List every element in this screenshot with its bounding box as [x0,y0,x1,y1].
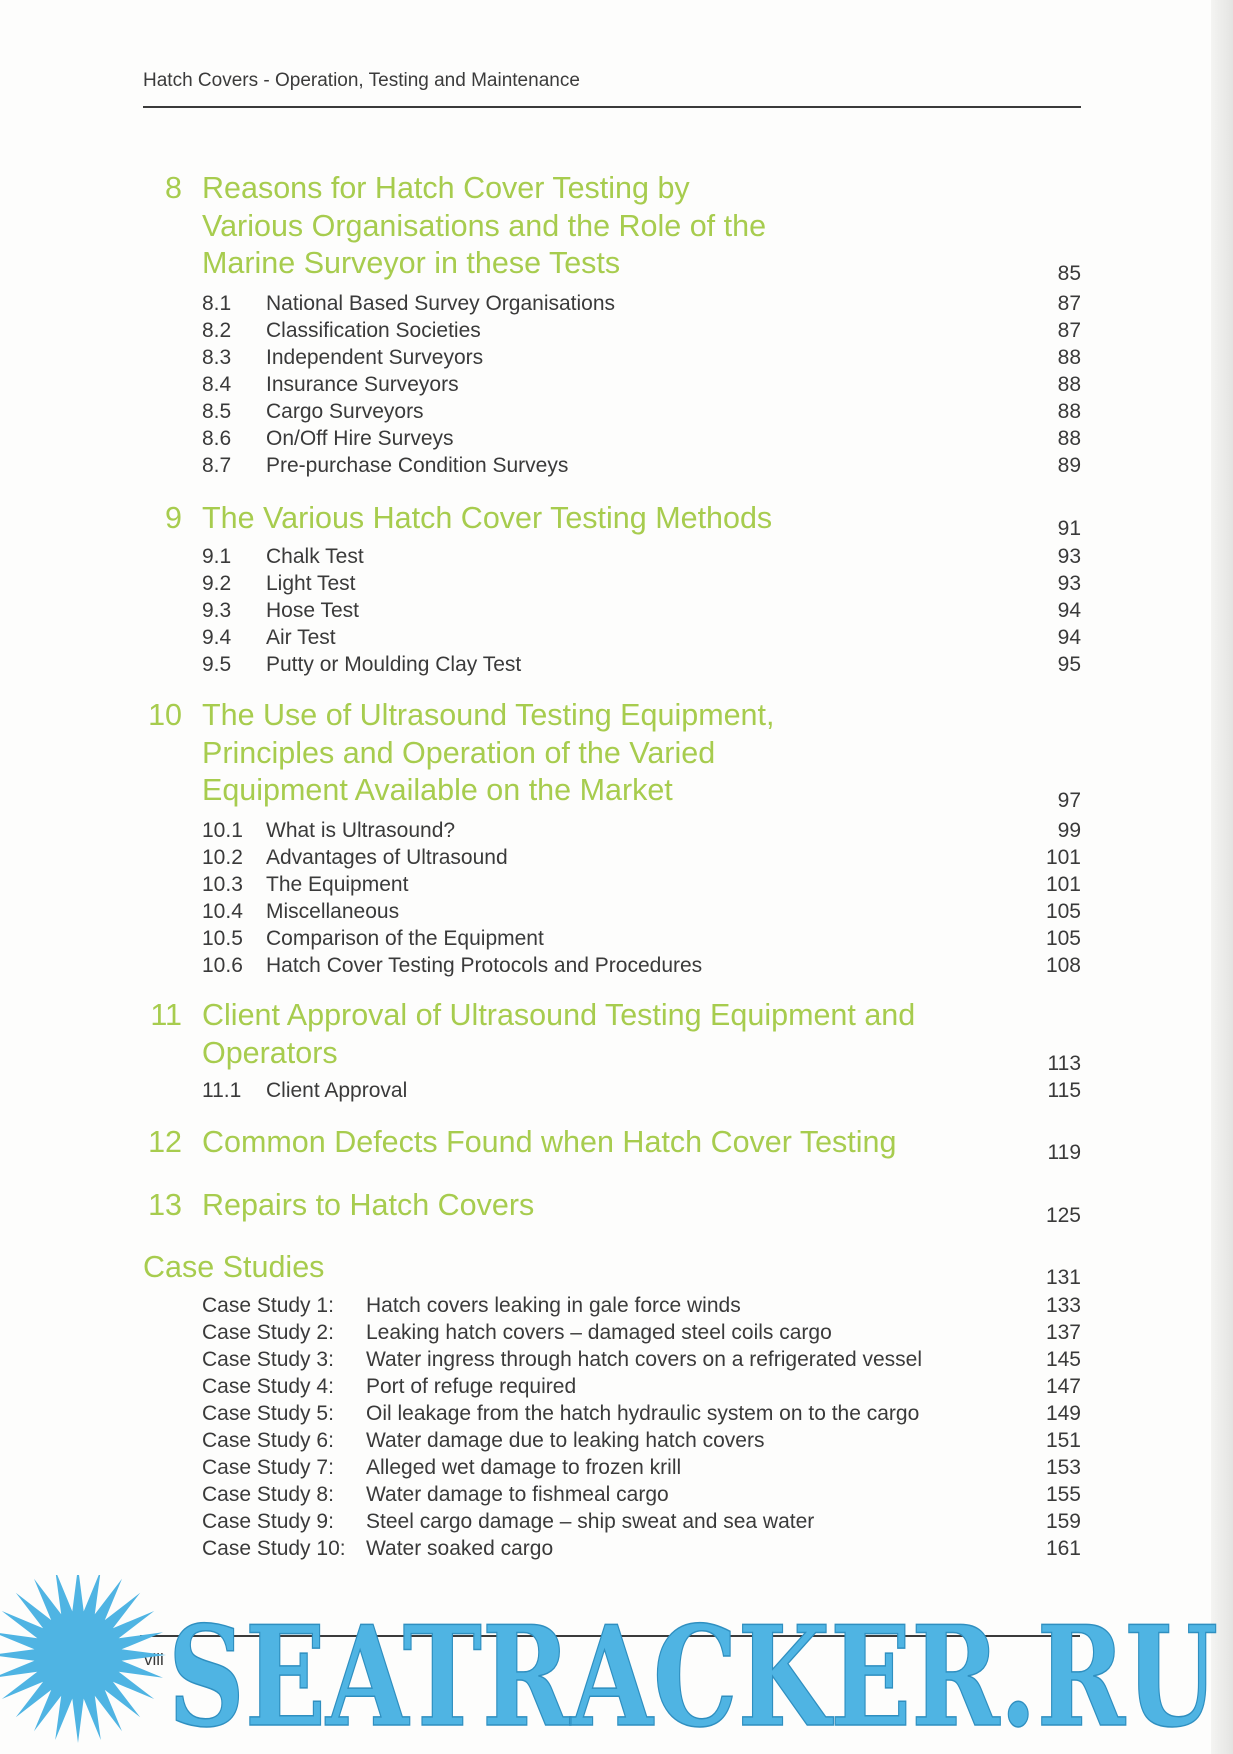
case-study-title: Water soaked cargo [366,1537,554,1560]
case-study-title: Hatch covers leaking in gale force winds [366,1294,741,1317]
section-page: 99 [1057,819,1081,842]
case-study-row[interactable] [0,1508,1233,1535]
section-title: Cargo Surveyors [266,400,424,423]
running-header: Hatch Covers - Operation, Testing and Maintenance [143,70,580,91]
sun-logo-icon [0,1575,166,1743]
section-title: Advantages of Ultrasound [266,846,508,869]
case-study-page: 161 [1045,1537,1081,1560]
header-rule [143,106,1081,108]
toc-section-row[interactable] [0,452,1233,479]
section-number: 8.1 [202,292,232,315]
section-number: 11.1 [202,1079,242,1102]
chapter-page: 125 [1045,1204,1081,1227]
section-title: Miscellaneous [266,900,400,923]
case-study-title: Steel cargo damage – ship sweat and sea water [366,1510,815,1533]
section-title: Hatch Cover Testing Protocols and Procedures [266,954,703,977]
toc-section-row[interactable] [0,952,1233,979]
section-page: 94 [1057,599,1081,622]
section-title: The Equipment [266,873,409,896]
section-page: 88 [1057,400,1081,423]
chapter-heading[interactable] [0,1187,1233,1225]
toc-section-row[interactable] [0,925,1233,952]
case-study-row[interactable] [0,1373,1233,1400]
case-study-label: Case Study 9: [202,1510,334,1533]
case-studies-heading[interactable] [0,1249,1233,1287]
case-study-title: Water damage to fishmeal cargo [366,1483,669,1506]
toc-section-row[interactable] [0,624,1233,651]
chapter-title-line: Various Organisations and the Role of the [202,208,767,243]
chapter-title-line: Equipment Available on the Market [202,773,673,807]
chapter-page: 119 [1047,1141,1081,1164]
section-number: 10.6 [202,954,243,977]
case-study-page: 133 [1045,1294,1081,1317]
chapter-number: 11 [150,998,182,1032]
case-study-row[interactable] [0,1292,1233,1319]
section-page: 105 [1045,900,1081,923]
section-number: 8.3 [202,346,232,369]
chapter-title-line: Common Defects Found when Hatch Cover Testing [202,1125,897,1159]
section-page: 95 [1057,653,1081,676]
section-number: 9.4 [202,626,232,649]
section-page: 115 [1047,1079,1081,1102]
case-study-page: 147 [1045,1375,1081,1398]
section-page: 88 [1057,427,1081,450]
section-page: 87 [1057,292,1081,315]
toc-section-row[interactable] [0,817,1233,844]
section-page: 87 [1057,319,1081,342]
case-study-row[interactable] [0,1319,1233,1346]
section-page: 89 [1057,454,1081,477]
case-study-label: Case Study 5: [202,1402,334,1425]
section-title: Air Test [266,626,336,649]
chapter-title-line: Reasons for Hatch Cover Testing by [202,171,690,205]
section-number: 10.4 [202,900,243,923]
toc-section-row[interactable] [0,871,1233,898]
section-number: 8.5 [202,400,232,423]
case-study-title: Oil leakage from the hatch hydraulic system on to the cargo [366,1402,920,1425]
section-number: 8.2 [202,319,232,342]
section-number: 9.3 [202,599,232,622]
chapter-page: 85 [1057,262,1081,285]
toc-section-row[interactable] [0,543,1233,570]
section-page: 108 [1045,954,1081,977]
section-title: Putty or Moulding Clay Test [266,653,522,676]
section-title: Independent Surveyors [266,346,484,369]
case-study-label: Case Study 7: [202,1456,334,1479]
toc-section-row[interactable] [0,317,1233,344]
section-title: On/Off Hire Surveys [266,427,454,450]
case-study-label: Case Study 3: [202,1348,334,1371]
chapter-title-line: The Various Hatch Cover Testing Methods [202,501,773,535]
chapter-title-line: Client Approval of Ultrasound Testing Equipment and [202,998,916,1032]
case-study-page: 149 [1045,1402,1081,1425]
case-study-label: Case Study 6: [202,1429,334,1452]
section-page: 88 [1057,346,1081,369]
toc-section-row[interactable] [0,597,1233,624]
watermark [0,1575,1233,1754]
case-study-page: 137 [1045,1321,1081,1344]
toc-section-row[interactable] [0,398,1233,425]
section-number: 10.2 [202,846,243,869]
chapter-heading[interactable] [0,997,1233,1075]
case-study-page: 145 [1045,1348,1081,1371]
section-title: Comparison of the Equipment [266,927,544,950]
section-page: 88 [1057,373,1081,396]
case-study-row[interactable] [0,1535,1233,1562]
chapter-heading[interactable] [0,1124,1233,1162]
case-study-row[interactable] [0,1481,1233,1508]
case-study-title: Water damage due to leaking hatch covers [366,1429,765,1452]
case-study-title: Water ingress through hatch covers on a refrigerated vessel [366,1348,922,1371]
chapter-heading[interactable] [0,170,1233,283]
case-study-row[interactable] [0,1346,1233,1373]
section-page: 93 [1057,572,1081,595]
case-study-page: 153 [1045,1456,1081,1479]
chapter-title-line: Operators [202,1035,338,1070]
section-number: 9.1 [202,545,232,568]
toc-section-row[interactable] [0,570,1233,597]
case-study-label: Case Study 2: [202,1321,334,1344]
section-title: Client Approval [266,1079,408,1102]
toc-section-row[interactable] [0,344,1233,371]
section-title: National Based Survey Organisations [266,292,616,315]
section-title: Chalk Test [266,545,364,568]
chapter-number: 10 [148,698,182,732]
toc-section-row[interactable] [0,1077,1233,1104]
chapter-page: 97 [1057,789,1081,812]
case-study-label: Case Study 8: [202,1483,334,1506]
section-title: Pre-purchase Condition Surveys [266,454,569,477]
case-study-page: 155 [1045,1483,1081,1506]
chapter-title-line: Repairs to Hatch Covers [202,1188,535,1222]
section-number: 9.5 [202,653,232,676]
case-study-label: Case Study 10: [202,1537,346,1560]
case-study-page: 151 [1045,1429,1081,1452]
section-title: Insurance Surveyors [266,373,459,396]
case-study-row[interactable] [0,1400,1233,1427]
chapter-page: 113 [1047,1051,1081,1075]
section-page: 101 [1045,846,1081,869]
chapter-page: 91 [1057,517,1081,540]
case-study-title: Leaking hatch covers – damaged steel coils cargo [366,1321,832,1344]
case-study-label: Case Study 1: [202,1294,334,1317]
chapter-number: 8 [165,171,182,205]
section-number: 10.3 [202,873,243,896]
case-study-row[interactable] [0,1427,1233,1454]
chapter-title-line: Principles and Operation of the Varied [202,735,716,770]
section-page: 93 [1057,545,1081,568]
chapter-title-line: Marine Surveyor in these Tests [202,246,621,280]
chapter-number: 9 [165,501,182,535]
case-study-row[interactable] [0,1454,1233,1481]
case-study-label: Case Study 4: [202,1375,334,1398]
section-number: 10.1 [202,819,243,842]
toc-section-row[interactable] [0,371,1233,398]
toc-section-row[interactable] [0,898,1233,925]
section-page: 94 [1057,626,1081,649]
chapter-number: 13 [148,1188,182,1222]
case-studies-page: 131 [1045,1266,1081,1289]
chapter-heading[interactable] [0,500,1233,538]
chapter-title-line: The Use of Ultrasound Testing Equipment, [202,698,775,732]
case-study-title: Port of refuge required [366,1375,577,1398]
page-number: viii [144,1650,164,1669]
chapter-heading[interactable] [0,697,1233,810]
toc-section-row[interactable] [0,651,1233,678]
section-title: What is Ultrasound? [266,819,456,842]
section-number: 9.2 [202,572,232,595]
section-title: Light Test [266,572,356,595]
section-number: 8.7 [202,454,232,477]
section-number: 10.5 [202,927,243,950]
section-number: 8.4 [202,373,232,396]
case-study-page: 159 [1045,1510,1081,1533]
toc-section-row[interactable] [0,290,1233,317]
section-number: 8.6 [202,427,232,450]
case-studies-title: Case Studies [143,1250,325,1284]
toc-section-row[interactable] [0,844,1233,871]
section-title: Classification Societies [266,319,481,342]
case-study-title: Alleged wet damage to frozen krill [366,1456,682,1479]
section-page: 101 [1045,873,1081,896]
section-title: Hose Test [266,599,359,622]
watermark-text: SEATRACKER.RU [168,1595,1218,1754]
section-page: 105 [1045,927,1081,950]
chapter-number: 12 [148,1125,182,1159]
toc-section-row[interactable] [0,425,1233,452]
